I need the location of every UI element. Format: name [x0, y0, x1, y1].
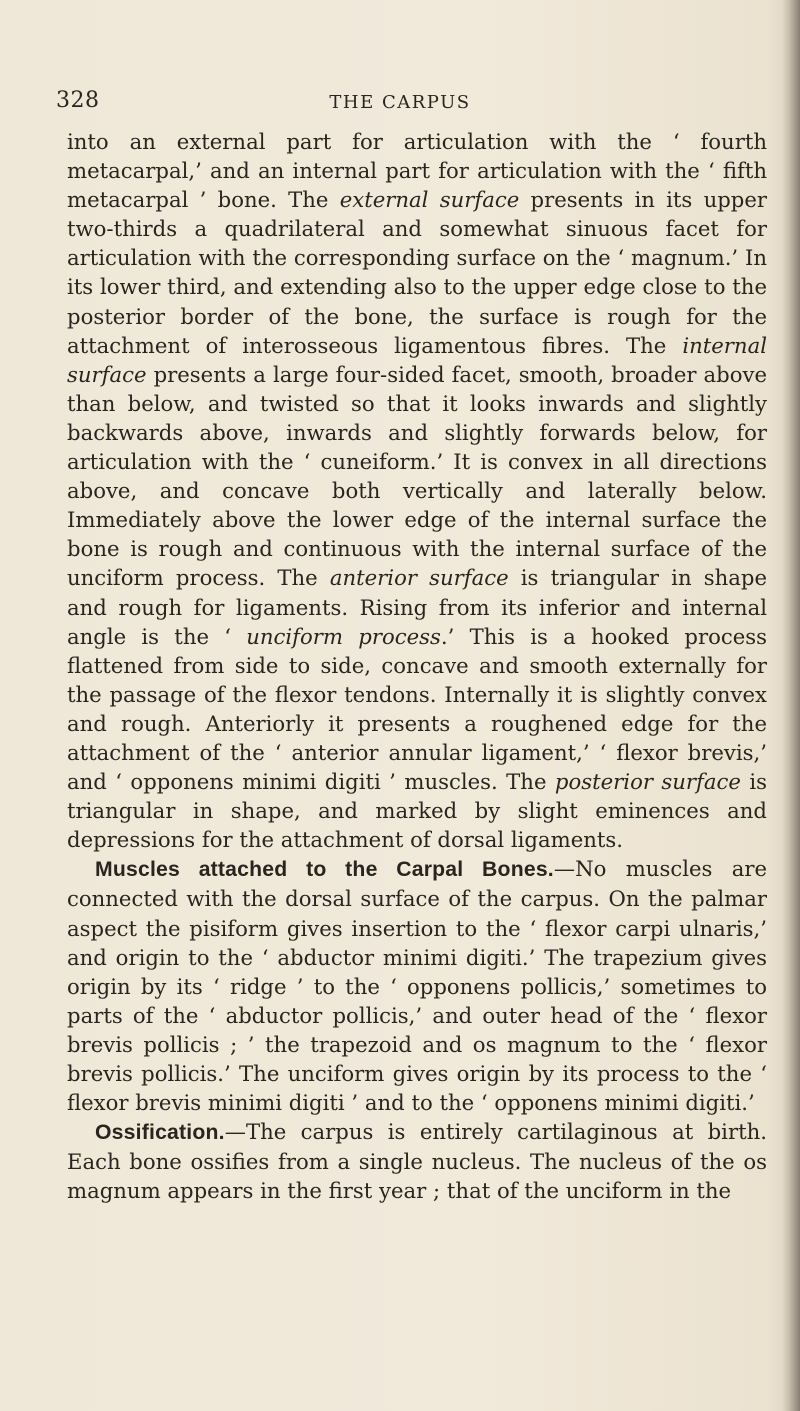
page-edge-shadow [782, 0, 800, 1411]
italic-term: internal surface [67, 332, 767, 387]
text-run: .’ This is a hooked process flattened from side to side, concave and smooth externally for the passage of the flexor tendons. Internally it is slightly convex and rough. Anteriorly it presents a roughened edge for the attachment of the ‘ anterior annular ligament,’ ‘ flexor brevis,’ and ‘ opponens minimi digiti ’ muscles. The [67, 623, 767, 795]
text-run: —No muscles are connected with the dorsal surface of the carpus. On the palmar aspect the pisiform gives insertion to the ‘ flexor carpi ulnaris,’ and origin to the ‘ abductor minimi digiti.’ The trapezium gives origin by its ‘ ridge ’ to the ‘ opponens pollicis,’ sometimes to parts of the ‘ abductor pollicis,’ and outer head of the ‘ flexor brevis pollicis ; ’ the trapezoid and os magnum to the ‘ flexor brevis pollicis.’ The unciform gives origin by its process to the ‘ flexor brevis minimi digiti ’ and to the ‘ opponens minimi digiti.’ [67, 856, 768, 1116]
italic-term: anterior surface [329, 565, 509, 591]
paragraph-carpus-description [67, 127, 767, 854]
text-run: presents a large four-sided facet, smooth, broader above than below, and twisted so that it looks inwards and slightly backwards above, inwards and slightly forwards below, for articulation with the ‘ cuneiform.’ It is convex in all directions above, and concave both vertically and laterally below. Immediately above the lower edge of the internal surface the bone is rough and continuous with the internal surface of the unciform process. The [67, 361, 767, 591]
body-text [67, 127, 767, 1205]
section-heading: Ossification. [95, 1121, 225, 1145]
text-run: is triangular in shape, and marked by slight eminences and depressions for the attachment of dorsal ligaments. [67, 769, 767, 853]
text-run: presents in its upper two-thirds a quadrilateral and somewhat sinuous facet for articulation with the corresponding surface on the ‘ magnum.’ In its lower third, and extending also to the upper edge close to the posterior border of the bone, the surface is rough for the attachment of interosseous ligamentous fibres. The [67, 187, 768, 358]
italic-term: posterior surface [554, 769, 741, 795]
italic-term: unciform process [246, 623, 441, 649]
running-head: THE CARPUS [329, 92, 471, 113]
text-run: —The carpus is entirely cartilaginous at birth. Each bone ossifies from a single nucleus. The nucleus of the os magnum appears in the first year ; that of the unciform in the [67, 1119, 767, 1204]
italic-term: external surface [339, 187, 520, 213]
section-heading: Muscles attached to the Carpal Bones. [95, 858, 554, 882]
page-number: 328 [56, 88, 100, 113]
text-run: is triangular in shape and rough for ligaments. Rising from its inferior and internal angle is the ‘ [67, 565, 767, 649]
text-run: into an external part for articulation with the ‘ fourth metacarpal,’ and an internal part for articulation with the ‘ fifth metacarpal ’ bone. The [67, 129, 767, 213]
paragraph-ossification [67, 1117, 767, 1205]
paragraph-muscles-attached [67, 854, 767, 1117]
